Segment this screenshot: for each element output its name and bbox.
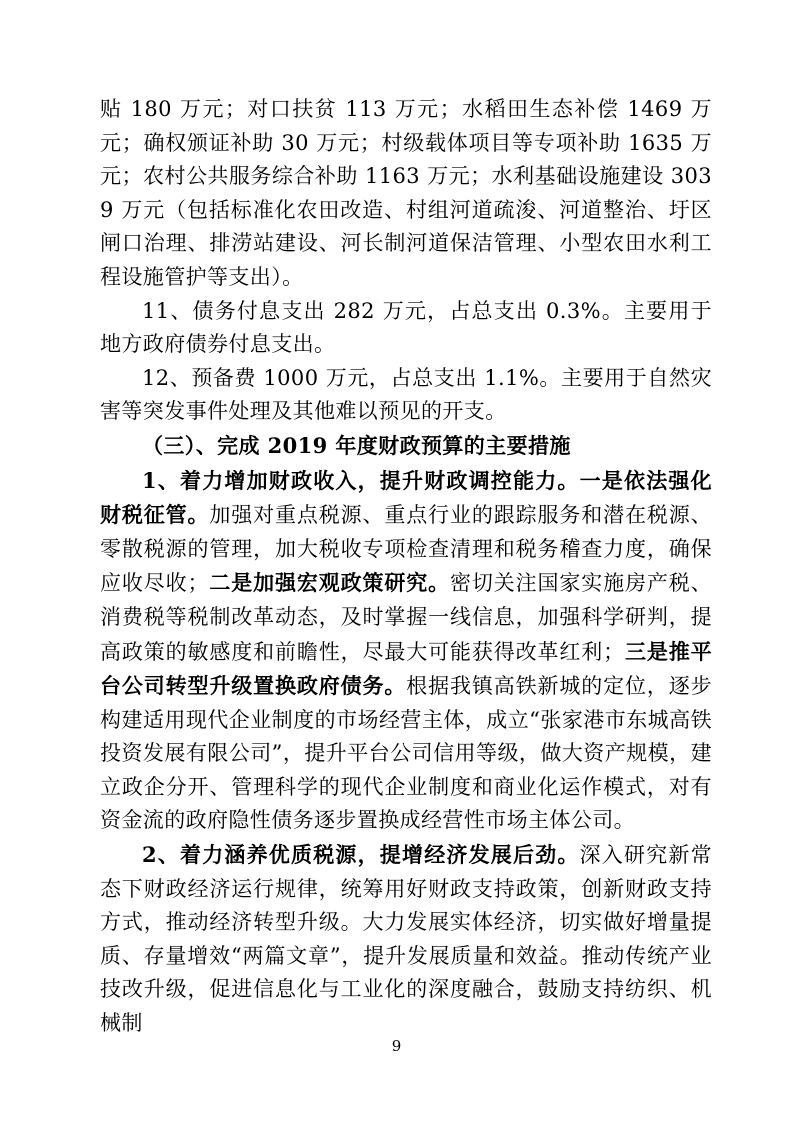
bold-text-run: 三是推平台公司转型升级置换政府债务。 (100, 638, 712, 699)
paragraph (100, 362, 712, 429)
document-body (100, 93, 712, 1041)
bold-text-run: 2、着力涵养优质税源，提增经济发展后劲。 (142, 842, 580, 868)
bold-text-run: 1、着力增加财政收入，提升财政调控能力。一是依法强化财税征管。 (100, 467, 712, 528)
paragraph (100, 464, 712, 839)
paragraph (100, 295, 712, 362)
text-run: 根据我镇高铁新城的定位，逐步构建适用现代企业制度的市场经营主体，成立“张家港市东城高铁投资发展有限公司”，提升平台公司信用等级，做大资产规模，建立政企分开、管理科学的现代企业制度和商业化运作模式，对有资金流的政府隐性债务逐步置换成经营性市场主体公司。 (100, 674, 712, 833)
page-number: 9 (391, 1037, 402, 1055)
bold-text-run: （三）、完成 2019 年度财政预算的主要措施 (142, 432, 571, 458)
text-run: 深入研究新常态下财政经济运行规律，统筹用好财政支持政策，创新财政支持方式，推动经济转型升级。大力发展实体经济，切实做好增量提质、存量增效“两篇文章”，提升发展质量和效益。推动传统产业技改升级，促进信息化与工业化的深度融合，鼓励支持纺织、机械制 (100, 843, 712, 1036)
paragraph (100, 93, 712, 295)
text-run: 密切关注国家实施房产税、消费税等税制改革动态，及时掌握一线信息，加强科学研判，提高政策的敏感度和前瞻性，尽最大可能获得改革红利； (100, 571, 713, 664)
paragraph (100, 429, 712, 464)
bold-text-run: 二是加强宏观政策研究。 (208, 570, 450, 596)
paragraph (100, 838, 712, 1041)
text-run: 加强对重点税源、重点行业的跟踪服务和潜在税源、零散税源的管理，加大税收专项检查清理和税务稽查力度，确保应收尽收； (100, 503, 712, 596)
text-run: 12、预备费 1000 万元，占总支出 1.1%。主要用于自然灾害等突发事件处理及其他难以预见的开支。 (100, 365, 712, 424)
text-run: 11、债务付息支出 282 万元，占总支出 0.3%。主要用于地方政府债券付息支出。 (100, 298, 712, 357)
text-run: 贴 180 万元；对口扶贫 113 万元；水稻田生态补偿 1469 万元；确权颁证补助 30 万元；村级载体项目等专项补助 1635 万元；农村公共服务综合补助 1163 万元；水利基础设施建设 3039 万元（包括标准化农田改造、村组河道疏浚、河道整治、圩区闸口治理、排涝站建设、河长制河道保洁管理、小型农田水利工程设施管护等支出）。 (100, 97, 712, 289)
